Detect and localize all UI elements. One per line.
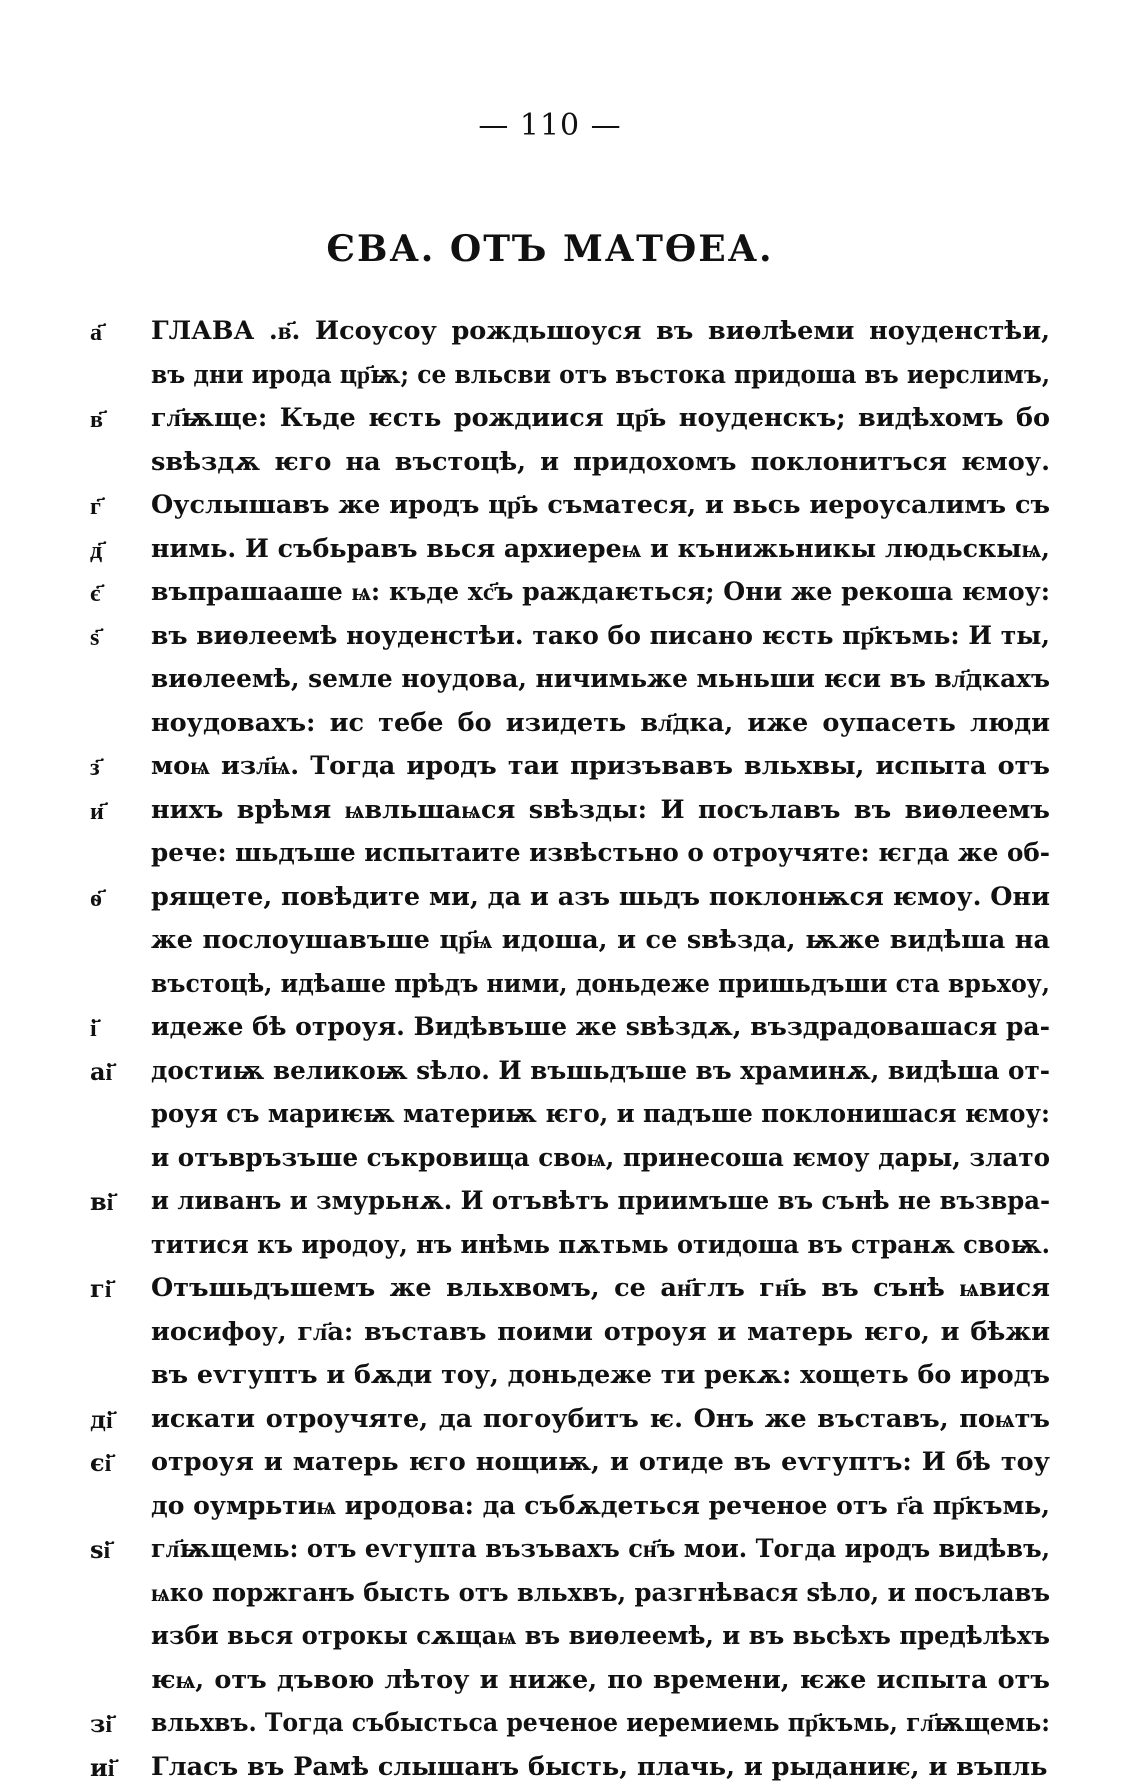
verse-number: ѕ҃ (90, 615, 140, 659)
line-text: роуя съ мариѥѭ материѭ ѥго, и падъше поклонишася ѥмоу: (151, 1093, 1050, 1137)
text-line (90, 1224, 1050, 1268)
line-text: въпрашааше ѩ: къде хс҃ъ раждаѥться; Они же рекоша ѥмоу: (151, 571, 1050, 615)
text-line (90, 745, 1050, 789)
text-line (90, 702, 1050, 746)
line-text: идеже бѣ отроуя. Видѣвъше же ѕвѣздѫ, въздрадовашася ра- (151, 1006, 1050, 1050)
text-line (90, 1093, 1050, 1137)
text-line (90, 441, 1050, 485)
line-text: ѕвѣздѫ ѥго на въстоцѣ, и придохомъ поклонитъся ѥмоу. (151, 441, 1050, 485)
text-line (90, 310, 1050, 354)
line-text: Оуслышавъ же иродъ цр҃ь съматеся, и вьсь иероусалимъ съ (151, 484, 1050, 528)
text-line (90, 1050, 1050, 1094)
line-text: гл҃ѭщемь: отъ еѵгупта възъвахъ сн҃ъ мои. Тогда иродъ видѣвъ, (151, 1528, 1050, 1572)
line-text: нимь. И събьравъ вься архиереѩ и кънижьникы людьскыѩ, (151, 528, 1050, 572)
text-line (90, 1746, 1050, 1789)
line-text: отроуя и матерь ѥго нощиѭ, и отиде въ еѵгуптъ: И бѣ тоу (151, 1441, 1050, 1485)
text-line (90, 658, 1050, 702)
verse-number: єі҃ (90, 1441, 140, 1485)
line-text: же послоушавъше цр҃ѩ идоша, и се ѕвѣзда, ѭже видѣша на (151, 919, 1050, 963)
line-text: и отъвръзъше съкровища своѩ, принесоша ѥмоу дары, злато (151, 1137, 1050, 1181)
verse-number: в҃ (90, 397, 140, 441)
text-line (90, 1659, 1050, 1703)
line-text: въ еѵгуптъ и бѫди тоу, доньдеже ти рекѫ: хощеть бо иродъ (151, 1354, 1050, 1398)
text-line (90, 789, 1050, 833)
text-line (90, 1137, 1050, 1181)
text-line (90, 1702, 1050, 1746)
line-text: ГЛАВА .в҃. Исоусоу рождьшоуся въ виѳлѣеми ноуденстѣи, (151, 310, 1050, 354)
line-text: и ливанъ и змурьнѫ. И отъвѣтъ приимъше въ сънѣ не възвра- (151, 1180, 1050, 1224)
line-text: до оумрьтиѩ иродова: да събѫдеться реченое отъ г҃а пр҃къмь, (151, 1485, 1050, 1529)
text-line (90, 484, 1050, 528)
text-line (90, 397, 1050, 441)
line-text: моѩ изл҃ѩ. Тогда иродъ таи призъвавъ вльхвы, испыта отъ (151, 745, 1050, 789)
verse-number: г҃ (90, 484, 140, 528)
text-line (90, 963, 1050, 1007)
verse-number: д҃ (90, 528, 140, 572)
verse-number: ѳ҃ (90, 876, 140, 920)
verse-number: и҃ (90, 789, 140, 833)
text-line (90, 1441, 1050, 1485)
line-text: вльхвъ. Тогда събыстьса реченое иеремиемь пр҃къмь, гл҃ѭщемь: (151, 1702, 1050, 1746)
line-text: нихъ врѣмя ѩвльшаѩся ѕвѣзды: И посълавъ въ виѳлеемъ (151, 789, 1050, 833)
verse-number: і҃ (90, 1006, 140, 1050)
verse-number: є҃ (90, 571, 140, 615)
body-text (90, 310, 1050, 1789)
text-line (90, 1485, 1050, 1529)
line-text: ѥѩ, отъ дъвою лѣтоу и ниже, по времени, ѥже испыта отъ (151, 1659, 1050, 1703)
verse-number: аі҃ (90, 1050, 140, 1094)
line-text: Гласъ въ Рамѣ слышанъ бысть, плачь, и рыданиѥ, и въпль (151, 1746, 1047, 1789)
verse-number: гі҃ (90, 1267, 140, 1311)
line-text: рече: шьдъше испытаите извѣстьно о отроучяте: ѥгда же об- (151, 832, 1050, 876)
text-line (90, 1354, 1050, 1398)
text-line (90, 528, 1050, 572)
page-number: — 110 — (0, 108, 1100, 143)
text-line (90, 1311, 1050, 1355)
line-text: изби вься отрокы сѫщаѩ въ виѳлеемѣ, и въ вьсѣхъ предѣлѣхъ (151, 1615, 1050, 1659)
text-line (90, 1006, 1050, 1050)
text-line (90, 832, 1050, 876)
text-line (90, 1267, 1050, 1311)
text-line (90, 354, 1050, 398)
verse-number: ді҃ (90, 1398, 140, 1442)
line-text: рящете, повѣдите ми, да и азъ шьдъ поклонѭся ѥмоу. Они (151, 876, 1050, 920)
text-line (90, 1398, 1050, 1442)
text-line (90, 919, 1050, 963)
text-line (90, 1528, 1050, 1572)
line-text: ѩко поржганъ бысть отъ вльхвъ, разгнѣвася ѕѣло, и посълавъ (151, 1572, 1050, 1616)
text-line (90, 571, 1050, 615)
verse-number: ві҃ (90, 1180, 140, 1224)
line-text: иосифоу, гл҃а: въставъ поими отроуя и матерь ѥго, и бѣжи (151, 1311, 1050, 1355)
line-text: титися къ иродоу, нъ инѣмь пѫтьмь отидоша въ странѫ своѭ. (151, 1224, 1050, 1268)
line-text: искати отроучяте, да погоубитъ ѥ. Онъ же въставъ, поѩтъ (151, 1398, 1050, 1442)
line-text: Отъшьдъшемъ же вльхвомъ, се ан҃глъ гн҃ь въ сънѣ ѩвися (151, 1267, 1050, 1311)
text-line (90, 1180, 1050, 1224)
verse-number: зі҃ (90, 1702, 140, 1746)
verse-number: з҃ (90, 745, 140, 789)
text-line (90, 1572, 1050, 1616)
text-line (90, 615, 1050, 659)
line-text: въ дни ирода цр҃ѭ; се вльсви отъ въстока придоша въ иерслимъ, (151, 354, 1050, 398)
line-text: гл҃ѭще: Къде ѥсть рождиися цр҃ь ноуденскъ; видѣхомъ бо (151, 397, 1050, 441)
line-text: виѳлеемѣ, ѕемле ноудова, ничимьже мьньши ѥси въ вл҃дкахъ (151, 658, 1050, 702)
text-line (90, 1615, 1050, 1659)
verse-number: а҃ (90, 310, 140, 354)
line-text: достиѭ великоѭ ѕѣло. И въшьдъше въ храминѫ, видѣша от- (151, 1050, 1050, 1094)
text-line (90, 876, 1050, 920)
chapter-title: ЄВА. ОТЪ МАТѲЕА. (0, 228, 1100, 270)
verse-number: иі҃ (90, 1746, 140, 1789)
line-text: ноудовахъ: ис тебе бо изидеть вл҃дка, иже оупасеть люди (151, 702, 1050, 746)
verse-number: ѕі҃ (90, 1528, 140, 1572)
line-text: въ виѳлеемѣ ноуденстѣи. тако бо писано ѥсть пр҃къмь: И ты, (151, 615, 1050, 659)
line-text: въстоцѣ, идѣаше прѣдъ ними, доньдеже пришьдъши ста врьхоу, (151, 963, 1050, 1007)
